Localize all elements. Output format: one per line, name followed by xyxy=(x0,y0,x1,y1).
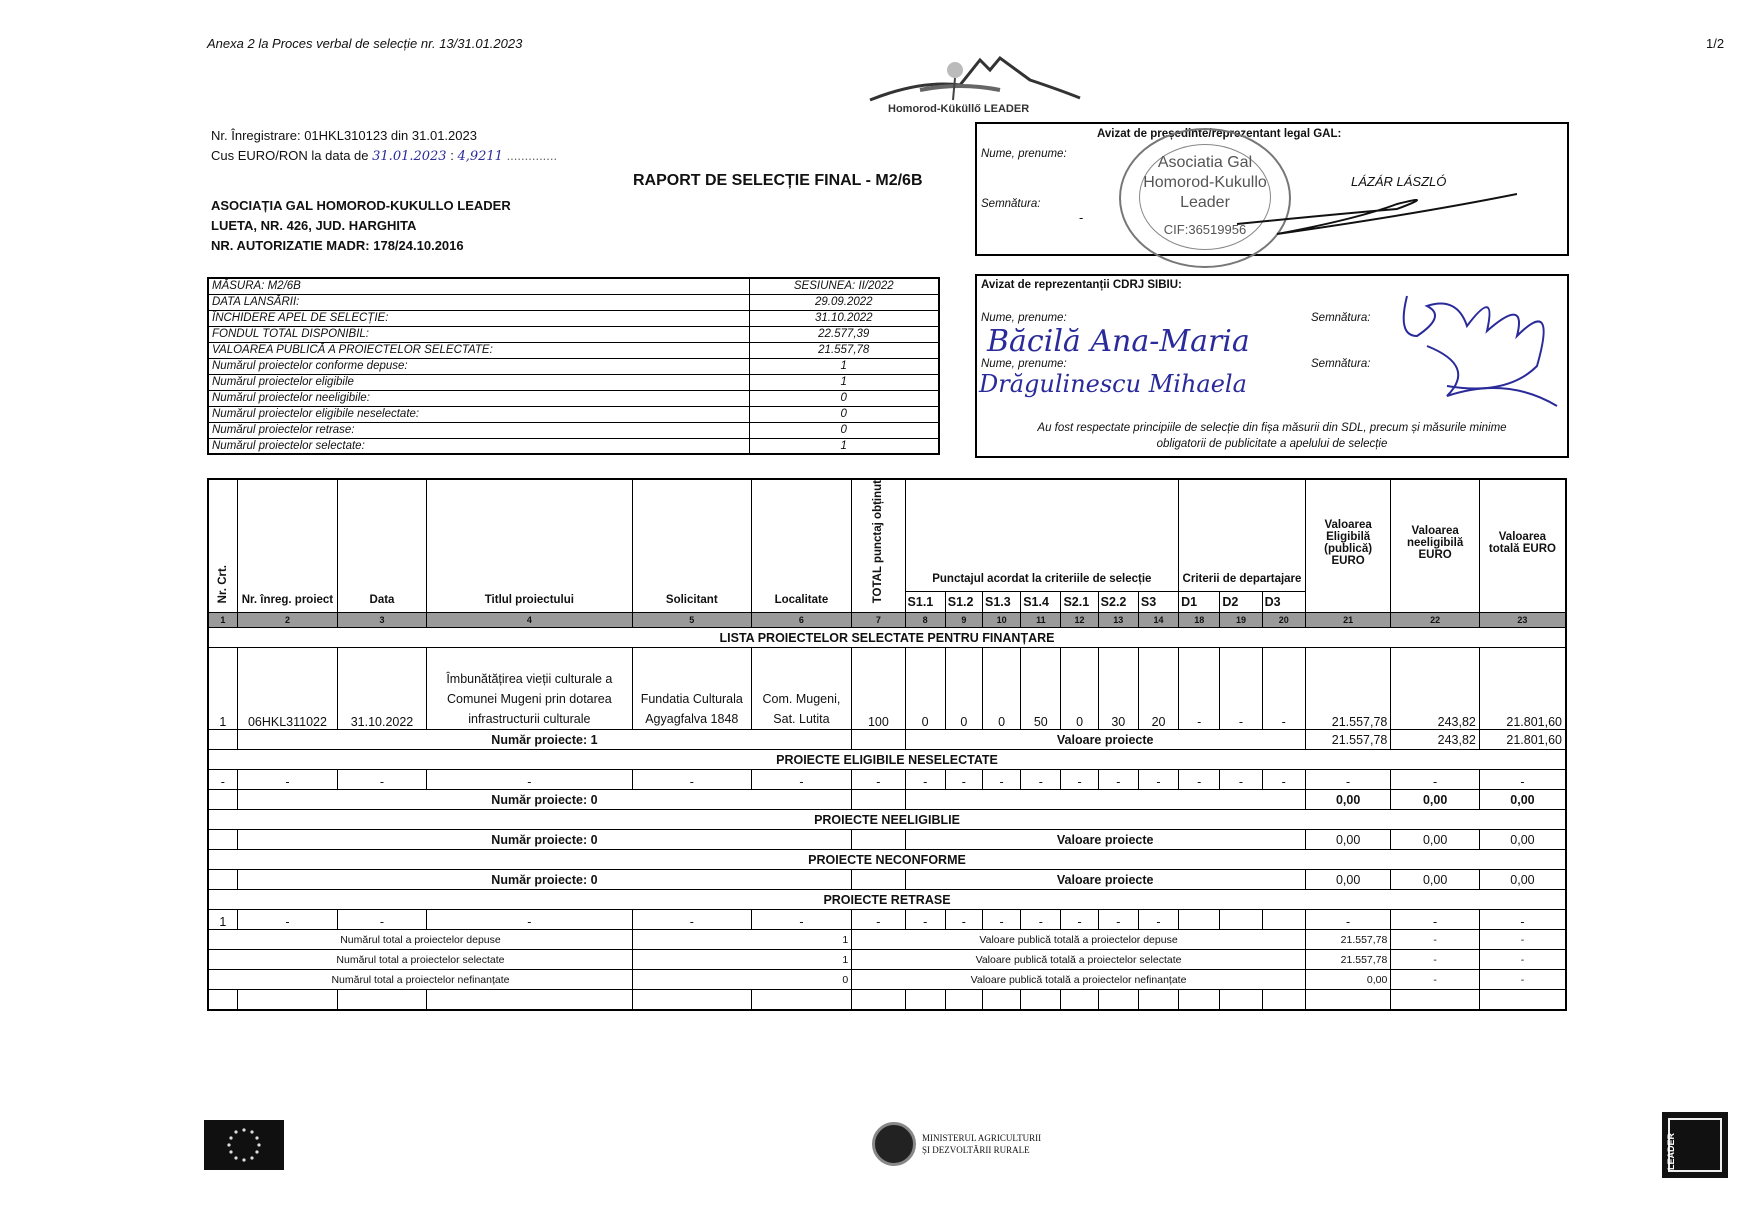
table-row xyxy=(208,910,1566,930)
measure-value: 1 xyxy=(749,358,939,374)
criterion-s1-4: S1.4 xyxy=(1021,591,1061,613)
criterion-s2-1: S2.1 xyxy=(1061,591,1098,613)
org-address: LUETA, NR. 426, JUD. HARGHITA xyxy=(211,218,417,233)
section-withdrawn-row xyxy=(208,890,1566,910)
project-date: 31.10.2022 xyxy=(338,648,427,730)
page-number: 1/2 xyxy=(1706,36,1725,51)
section-ineligible-title: PROIECTE NEELIGIBLIE xyxy=(208,810,1566,830)
col-punctaj-acordat: Punctajul acordat la criteriile de selecție xyxy=(905,479,1179,591)
nonconform-count: Număr proiecte: 0 xyxy=(237,870,852,890)
score-s1-1: 0 xyxy=(905,648,945,730)
measure-row xyxy=(208,438,939,454)
dash-cell: - xyxy=(1138,770,1178,790)
measure-label: ÎNCHIDERE APEL DE SELECȚIE: xyxy=(208,310,749,326)
section-nonconform-title: PROIECTE NECONFORME xyxy=(208,850,1566,870)
measure-info-table xyxy=(207,277,940,455)
selected-value-label: Valoare proiecte xyxy=(905,730,1305,750)
dash-cell: - xyxy=(1391,910,1480,930)
col-num: 1 xyxy=(208,613,237,628)
nonconform-value-label: Valoare proiecte xyxy=(905,870,1305,890)
dash-cell: - xyxy=(338,910,427,930)
measure-label: Numărul proiectelor retrase: xyxy=(208,422,749,438)
measure-label: DATA LANSĂRII: xyxy=(208,294,749,310)
col-num: 2 xyxy=(237,613,338,628)
measure-value: 1 xyxy=(749,438,939,454)
section-selected-row xyxy=(208,628,1566,648)
project-eligible: 21.557,78 xyxy=(1305,648,1391,730)
col-num: 12 xyxy=(1061,613,1098,628)
column-number-row xyxy=(208,613,1566,628)
dash-cell: - xyxy=(1021,910,1061,930)
signature-label-1: Semnătura: xyxy=(1311,312,1371,324)
selected-total-row xyxy=(208,730,1566,750)
col-val-totala: Valoarea totală EURO xyxy=(1479,479,1566,613)
section-withdrawn-title: PROIECTE RETRASE xyxy=(208,890,1566,910)
dash-cell: - xyxy=(1179,770,1220,790)
dash-cell: - xyxy=(1479,930,1566,950)
measure-row xyxy=(208,358,939,374)
dash-cell: - xyxy=(982,770,1020,790)
exchange-rate-date: 31.01.2023 xyxy=(372,149,447,164)
col-num: 23 xyxy=(1479,613,1566,628)
signature-president-icon xyxy=(1217,184,1517,244)
measure-label: Numărul proiectelor conforme depuse: xyxy=(208,358,749,374)
summary-label: Numărul total a proiectelor depuse xyxy=(208,930,632,950)
ministry-line-2: ȘI DEZVOLTĂRII RURALE xyxy=(922,1145,1030,1155)
dash-cell: - xyxy=(905,770,945,790)
criterion-s1-2: S1.2 xyxy=(945,591,982,613)
col-titlu: Titlul proiectului xyxy=(426,479,632,613)
score-s3: 20 xyxy=(1138,648,1178,730)
col-num: 8 xyxy=(905,613,945,628)
col-num: 5 xyxy=(632,613,751,628)
dash-cell: - xyxy=(1021,770,1061,790)
criterion-d1: D1 xyxy=(1179,591,1220,613)
measure-label: VALOAREA PUBLICĂ A PROIECTELOR SELECTATE: xyxy=(208,342,749,358)
measure-row xyxy=(208,390,939,406)
dash-cell: - xyxy=(426,770,632,790)
summary-value: 21.557,78 xyxy=(1305,930,1391,950)
col-num: 6 xyxy=(751,613,852,628)
dash-cell: - xyxy=(1479,910,1566,930)
col-localitate: Localitate xyxy=(751,479,852,613)
dash-cell: - xyxy=(1479,950,1566,970)
project-applicant: Fundatia Culturala Agyagfalva 1848 xyxy=(632,648,751,730)
col-val-eligibila: Valoarea Eligibilă (publică) EURO xyxy=(1305,479,1391,613)
dash-cell: - xyxy=(852,910,905,930)
stamp-line-3: Leader xyxy=(1180,194,1230,211)
selection-table xyxy=(207,478,1567,1011)
cdrj-name-2: Drăgulinescu Mihaela xyxy=(979,370,1247,398)
dash-cell: - xyxy=(426,910,632,930)
name-label-1: Nume, prenume: xyxy=(981,312,1067,324)
col-val-neeligibila: Valoarea neeligibilă EURO xyxy=(1391,479,1480,613)
blank-row xyxy=(208,990,1566,1010)
measure-label: FONDUL TOTAL DISPONIBIL: xyxy=(208,326,749,342)
measure-value: 22.577,39 xyxy=(749,326,939,342)
name-label-2: Nume, prenume: xyxy=(981,358,1067,370)
dash-cell: - xyxy=(751,770,852,790)
criterion-s3: S3 xyxy=(1138,591,1178,613)
exchange-rate-value: 4,9211 xyxy=(457,149,503,164)
exchange-rate-line: Cus EURO/RON la data de 31.01.2023 : 4,9211 .............. xyxy=(211,148,558,164)
president-approval-heading: Avizat de președinte/reprezentant legal GAL: xyxy=(1097,128,1342,140)
ministry-emblem-icon xyxy=(872,1122,916,1166)
col-num: 22 xyxy=(1391,613,1480,628)
signature-label-2: Semnătura: xyxy=(1311,358,1371,370)
col-num: 21 xyxy=(1305,613,1391,628)
project-total-value: 21.801,60 xyxy=(1479,648,1566,730)
measure-value: 1 xyxy=(749,374,939,390)
col-num: 19 xyxy=(1220,613,1262,628)
score-s1-2: 0 xyxy=(945,648,982,730)
section-selected-title: LISTA PROIECTELOR SELECTATE PENTRU FINANȚARE xyxy=(208,628,1566,648)
score-s2-2: 30 xyxy=(1098,648,1138,730)
nonconform-ineligible: 0,00 xyxy=(1391,870,1480,890)
project-locality: Com. Mugeni, Sat. Lutita xyxy=(751,648,852,730)
score-s1-4: 50 xyxy=(1021,648,1061,730)
measure-row xyxy=(208,278,939,294)
criterion-s1-1: S1.1 xyxy=(905,591,945,613)
withdrawn-nr: 1 xyxy=(208,910,237,930)
annex-note: Anexa 2 la Proces verbal de selecție nr. 13/31.01.2023 xyxy=(207,36,523,51)
dash-cell: - xyxy=(237,910,338,930)
measure-row xyxy=(208,310,939,326)
selected-total-eligible: 21.557,78 xyxy=(1305,730,1391,750)
nonconform-eligible: 0,00 xyxy=(1305,870,1391,890)
dash-cell: - xyxy=(1138,910,1178,930)
project-reg: 06HKL311022 xyxy=(237,648,338,730)
signature-dash: - xyxy=(1079,210,1084,225)
dash-cell: - xyxy=(1479,770,1566,790)
col-solicitant: Solicitant xyxy=(632,479,751,613)
dash-cell: - xyxy=(982,910,1020,930)
registration-line: Nr. Înregistrare: 01HKL310123 din 31.01.2023 xyxy=(211,128,477,143)
measure-row xyxy=(208,294,939,310)
dep-d2: - xyxy=(1220,648,1262,730)
measure-label: MĂSURA: M2/6B xyxy=(208,278,749,294)
selected-total-ineligible: 243,82 xyxy=(1391,730,1480,750)
logo-caption: Homorod-Küküllő LEADER xyxy=(888,103,1030,115)
measure-row xyxy=(208,374,939,390)
criterion-s2-2: S2.2 xyxy=(1098,591,1138,613)
stamp-line-2: Homorod-Kukullo xyxy=(1143,174,1267,191)
dep-d1: - xyxy=(1179,648,1220,730)
nonconform-total-row xyxy=(208,870,1566,890)
measure-value: 0 xyxy=(749,422,939,438)
summary-row xyxy=(208,950,1566,970)
project-ineligible: 243,82 xyxy=(1391,648,1480,730)
cdrj-note-1: Au fost respectate principiile de selecție din fișa măsurii din SDL, precum și măsurile minime xyxy=(1037,422,1507,434)
section-eligible-unselected-row xyxy=(208,750,1566,770)
table-row xyxy=(208,648,1566,730)
dash-cell: - xyxy=(1098,910,1138,930)
dash-cell: - xyxy=(1098,770,1138,790)
score-s1-3: 0 xyxy=(982,648,1020,730)
selected-count: Număr proiecte: 1 xyxy=(237,730,852,750)
ministry-logo xyxy=(872,1122,1041,1166)
cdrj-name-1: Băcilă Ana-Maria xyxy=(987,324,1250,359)
eligible-unselected-total: 0,00 xyxy=(1479,790,1566,810)
leader-logo xyxy=(1662,1112,1728,1178)
dash-cell: - xyxy=(945,770,982,790)
stamp-line-1: Asociatia Gal xyxy=(1157,154,1253,171)
col-data: Data xyxy=(338,479,427,613)
summary-count: 1 xyxy=(632,950,851,970)
section-eligible-unselected-title: PROIECTE ELIGIBILE NESELECTATE xyxy=(208,750,1566,770)
dash-cell: - xyxy=(1391,950,1480,970)
ministry-line-1: MINISTERUL AGRICULTURII xyxy=(922,1133,1042,1143)
page-title: RAPORT DE SELECȚIE FINAL - M2/6B xyxy=(633,172,923,189)
measure-label: Numărul proiectelor neeligibile: xyxy=(208,390,749,406)
ineligible-total: 0,00 xyxy=(1479,830,1566,850)
summary-label: Numărul total a proiectelor selectate xyxy=(208,950,632,970)
dash-cell: - xyxy=(1391,970,1480,990)
score-s2-1: 0 xyxy=(1061,648,1098,730)
dash-cell: - xyxy=(1391,770,1480,790)
measure-label: Numărul proiectelor eligibile neselectate: xyxy=(208,406,749,422)
dash-cell: - xyxy=(632,770,751,790)
criterion-s1-3: S1.3 xyxy=(982,591,1020,613)
col-num: 11 xyxy=(1021,613,1061,628)
col-num: 20 xyxy=(1262,613,1305,628)
col-num: 4 xyxy=(426,613,632,628)
measure-value: SESIUNEA: II/2022 xyxy=(749,278,939,294)
dash-cell: - xyxy=(208,770,237,790)
signature-cdrj-icon xyxy=(1387,276,1567,426)
measure-row xyxy=(208,342,939,358)
selected-total-total: 21.801,60 xyxy=(1479,730,1566,750)
cdrj-approval-box xyxy=(975,274,1569,458)
criterion-d2: D2 xyxy=(1220,591,1262,613)
summary-value: 0,00 xyxy=(1305,970,1391,990)
section-nonconform-row xyxy=(208,850,1566,870)
measure-row xyxy=(208,406,939,422)
ineligible-ineligible: 0,00 xyxy=(1391,830,1480,850)
eligible-unselected-ineligible: 0,00 xyxy=(1391,790,1480,810)
summary-count: 0 xyxy=(632,970,851,990)
cdrj-approval-heading: Avizat de reprezentanții CDRJ SIBIU: xyxy=(981,279,1182,291)
dash-cell: - xyxy=(1061,910,1098,930)
dash-cell: - xyxy=(1479,970,1566,990)
cdrj-note-2: obligatorii de publicitate a apelului de selecție xyxy=(1156,438,1388,450)
summary-row xyxy=(208,930,1566,950)
ineligible-total-row xyxy=(208,830,1566,850)
dash-cell: - xyxy=(1391,930,1480,950)
col-num: 13 xyxy=(1098,613,1138,628)
exchange-rate-label: Cus EURO/RON la data de xyxy=(211,148,369,163)
summary-value-label: Valoare publică totală a proiectelor selectate xyxy=(852,950,1306,970)
dash-cell: - xyxy=(632,910,751,930)
signature-label: Semnătura: xyxy=(981,198,1041,210)
dash-cell: - xyxy=(1220,770,1262,790)
dash-cell: - xyxy=(1262,770,1305,790)
leader-logo-text: LEADER xyxy=(1666,1132,1676,1170)
measure-label: Numărul proiectelor eligibile xyxy=(208,374,749,390)
project-nr: 1 xyxy=(208,648,237,730)
dash-cell: - xyxy=(338,770,427,790)
col-total-punctaj: TOTAL punctaj obținut xyxy=(852,479,905,613)
measure-row xyxy=(208,326,939,342)
dash-cell: - xyxy=(905,910,945,930)
measure-value: 29.09.2022 xyxy=(749,294,939,310)
col-num: 3 xyxy=(338,613,427,628)
section-ineligible-row xyxy=(208,810,1566,830)
col-num: 14 xyxy=(1138,613,1178,628)
table-row xyxy=(208,770,1566,790)
dash-cell: - xyxy=(751,910,852,930)
org-authorization: NR. AUTORIZATIE MADR: 178/24.10.2016 xyxy=(211,238,464,253)
project-total: 100 xyxy=(852,648,905,730)
measure-row xyxy=(208,422,939,438)
eligible-unselected-total-row xyxy=(208,790,1566,810)
measure-value: 21.557,78 xyxy=(749,342,939,358)
nonconform-total: 0,00 xyxy=(1479,870,1566,890)
col-nr-inreg: Nr. înreg. proiect xyxy=(237,479,338,613)
eu-flag-icon xyxy=(204,1120,284,1170)
col-num: 9 xyxy=(945,613,982,628)
eligible-unselected-eligible: 0,00 xyxy=(1305,790,1391,810)
col-nr-crt: Nr. Crt. xyxy=(208,479,237,613)
ineligible-eligible: 0,00 xyxy=(1305,830,1391,850)
dash-cell: - xyxy=(237,770,338,790)
col-criterii-dep: Criterii de departajare xyxy=(1179,479,1306,591)
project-title: Îmbunătățirea vieții culturale a Comunei Mugeni prin dotarea infrastructurii culturale xyxy=(426,648,632,730)
summary-value: 21.557,78 xyxy=(1305,950,1391,970)
president-approval-box xyxy=(975,122,1569,256)
summary-count: 1 xyxy=(632,930,851,950)
stamp-cif: CIF:36519956 xyxy=(1163,222,1247,237)
summary-row xyxy=(208,970,1566,990)
dash-cell: - xyxy=(1305,770,1391,790)
name-label: Nume, prenume: xyxy=(981,148,1067,160)
summary-value-label: Valoare publică totală a proiectelor nefinanțate xyxy=(852,970,1306,990)
dash-cell: - xyxy=(1061,770,1098,790)
measure-value: 31.10.2022 xyxy=(749,310,939,326)
measure-value: 0 xyxy=(749,390,939,406)
dash-cell: - xyxy=(945,910,982,930)
col-num: 10 xyxy=(982,613,1020,628)
col-num: 7 xyxy=(852,613,905,628)
ineligible-value-label: Valoare proiecte xyxy=(905,830,1305,850)
measure-label: Numărul proiectelor selectate: xyxy=(208,438,749,454)
dep-d3: - xyxy=(1262,648,1305,730)
criterion-d3: D3 xyxy=(1262,591,1305,613)
summary-value-label: Valoare publică totală a proiectelor depuse xyxy=(852,930,1306,950)
summary-label: Numărul total a proiectelor nefinanțate xyxy=(208,970,632,990)
president-name: LÁZÁR LÁSZLÓ xyxy=(1351,174,1447,189)
col-num: 18 xyxy=(1179,613,1220,628)
dash-cell: - xyxy=(852,770,905,790)
eligible-unselected-count: Număr proiecte: 0 xyxy=(237,790,852,810)
table-header-row xyxy=(208,479,1566,591)
measure-value: 0 xyxy=(749,406,939,422)
org-name: ASOCIAȚIA GAL HOMOROD-KUKULLO LEADER xyxy=(211,198,511,213)
dash-cell: - xyxy=(1305,910,1391,930)
ineligible-count: Număr proiecte: 0 xyxy=(237,830,852,850)
